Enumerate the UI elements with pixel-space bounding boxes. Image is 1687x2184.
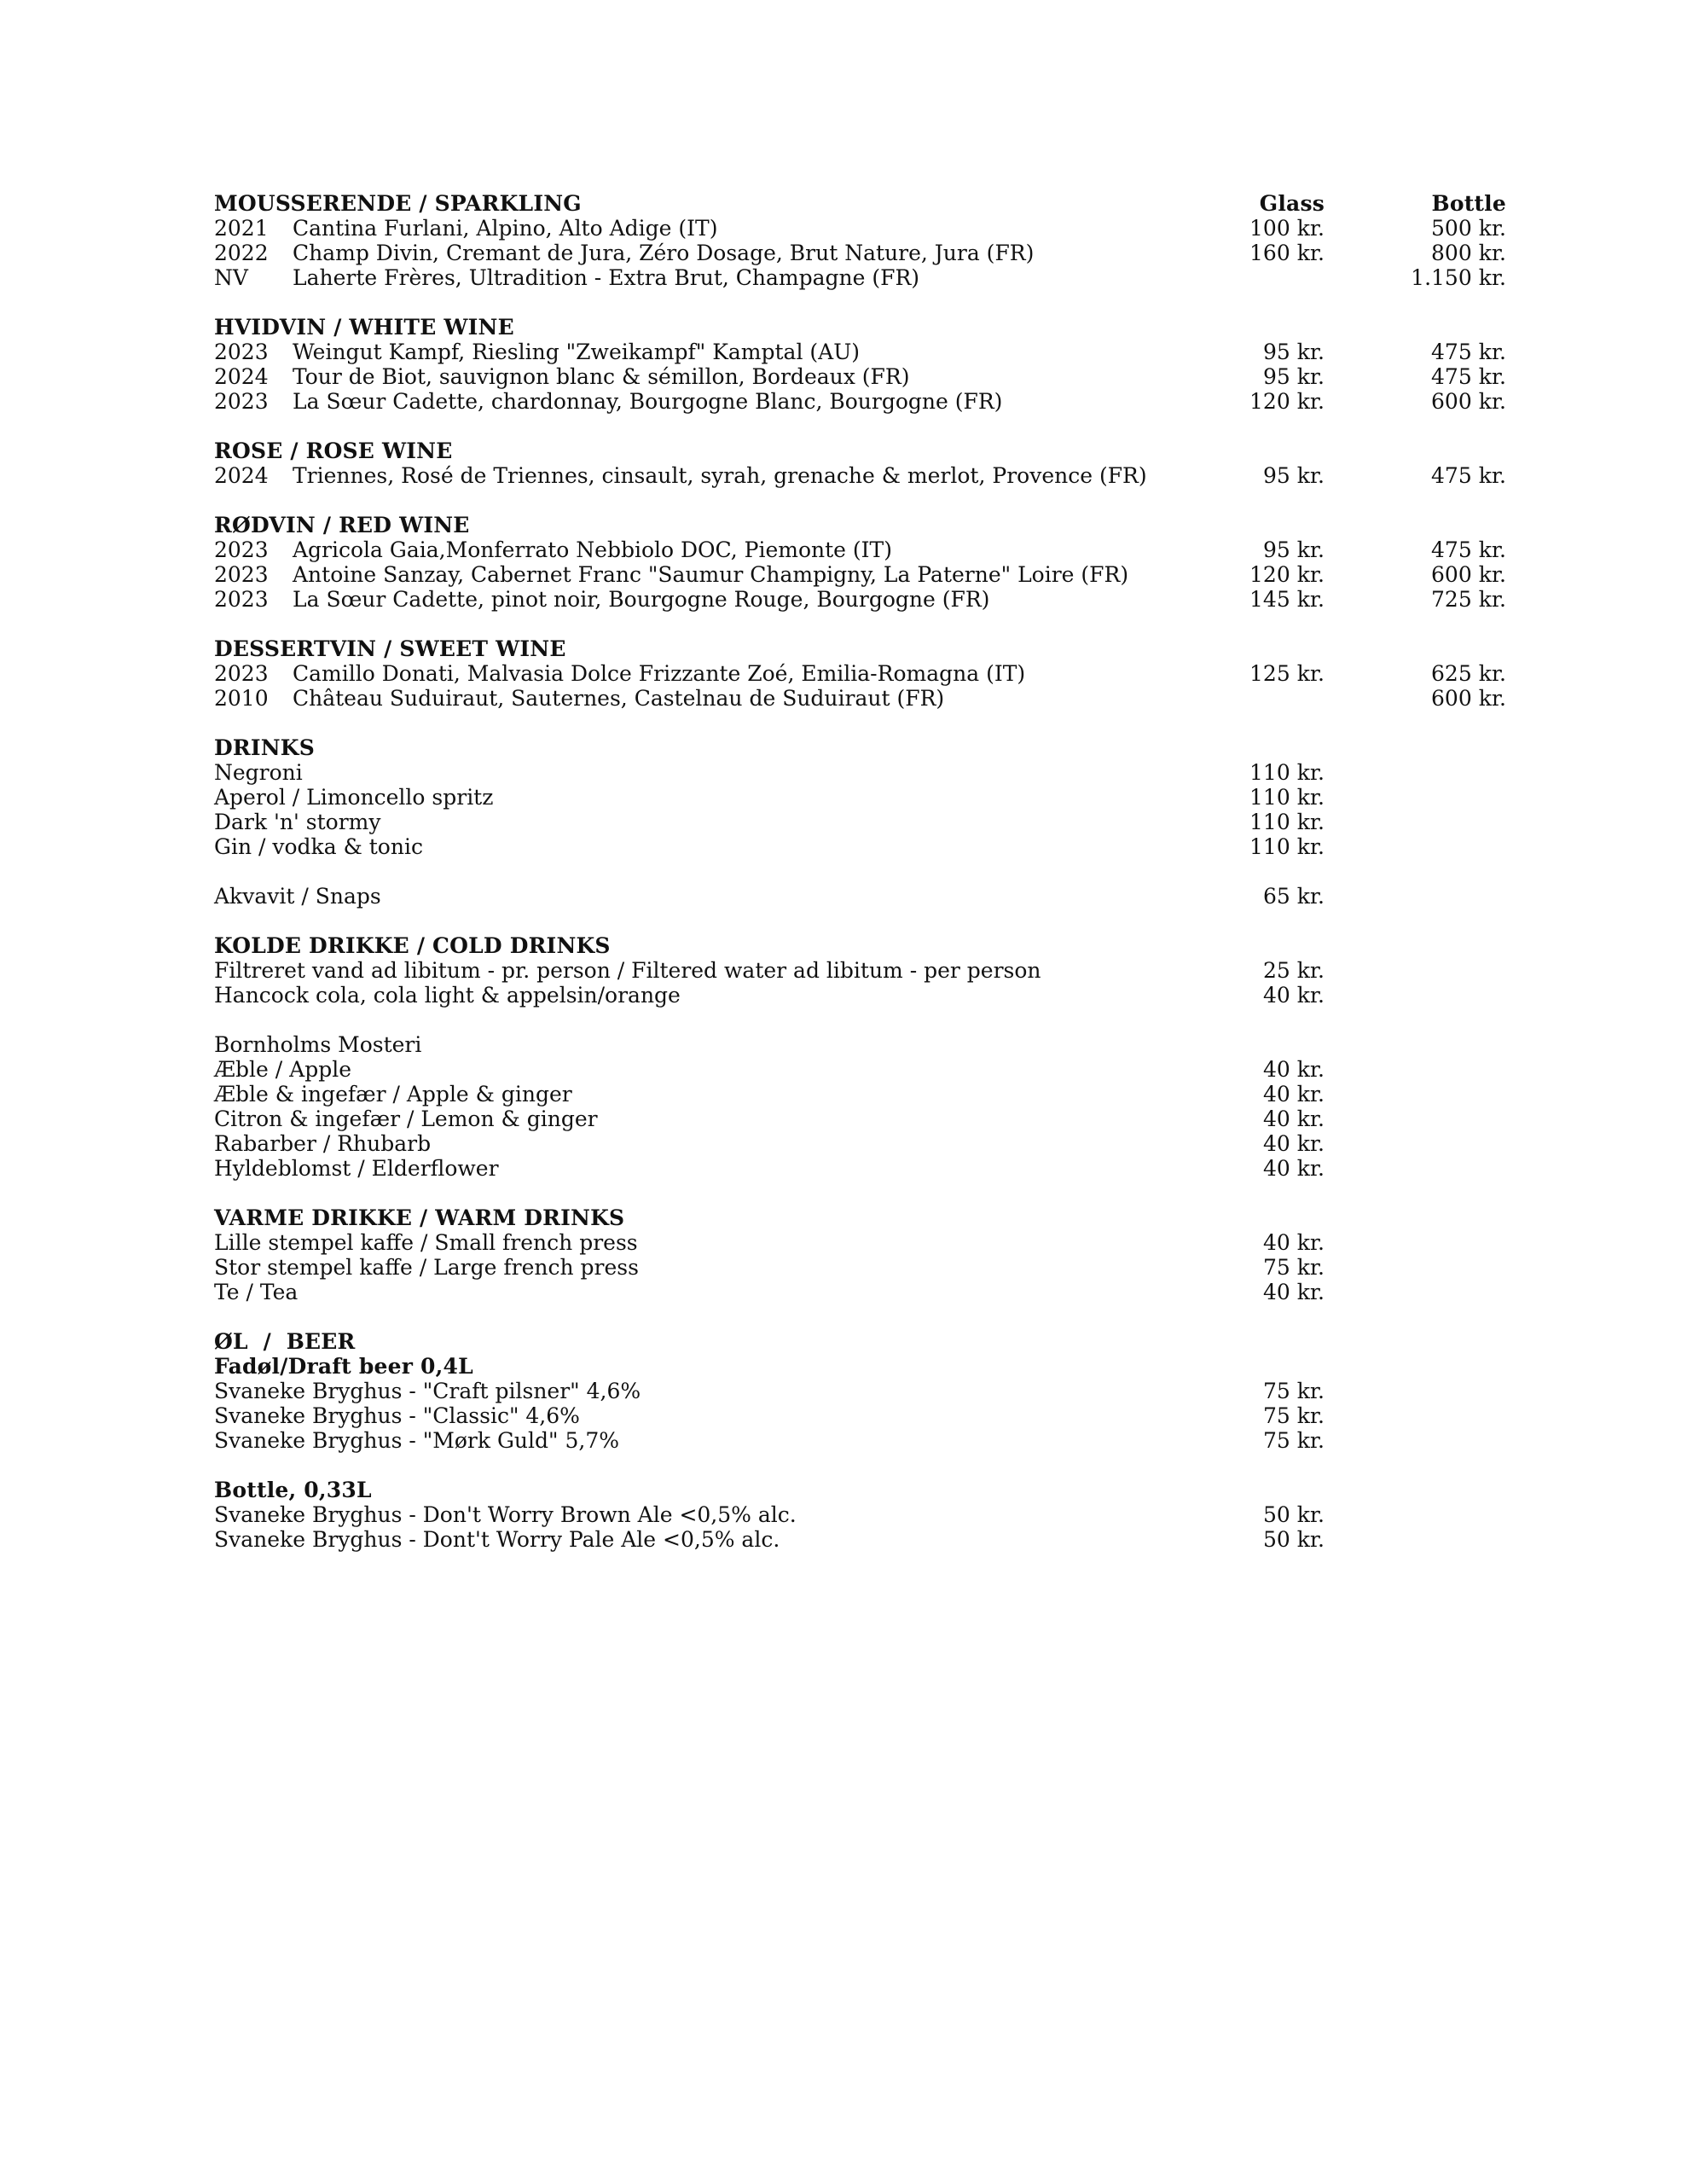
bottle-price: 475 kr.	[1431, 537, 1506, 562]
wine-row	[214, 537, 1511, 562]
wine-name: Triennes, Rosé de Triennes, cinsault, syrah, grenache & merlot, Provence (FR)	[293, 463, 1147, 488]
drink-price: 40 kr.	[1262, 1156, 1325, 1181]
vintage: 2023	[214, 340, 269, 364]
section-header-drinks	[214, 735, 1511, 760]
drink-row	[214, 834, 1511, 859]
wine-row	[214, 216, 1511, 241]
beer-price: 75 kr.	[1262, 1403, 1325, 1428]
drink-price: 75 kr.	[1262, 1255, 1325, 1280]
wine-row	[214, 587, 1511, 612]
beer-row	[214, 1527, 1511, 1552]
drink-row	[214, 810, 1511, 834]
drink-price: 25 kr.	[1262, 958, 1325, 983]
wine-name: Camillo Donati, Malvasia Dolce Frizzante Zoé, Emilia-Romagna (IT)	[293, 661, 1026, 686]
drink-price: 40 kr.	[1262, 1230, 1325, 1255]
drink-price: 110 kr.	[1249, 785, 1325, 810]
glass-price: 120 kr.	[1249, 562, 1325, 587]
section-header-warm-drinks	[214, 1205, 1511, 1230]
drink-row	[214, 1057, 1511, 1082]
wine-name: Château Suduiraut, Sauternes, Castelnau de Suduiraut (FR)	[293, 686, 945, 711]
section-title: ØL / BEER	[214, 1329, 356, 1354]
bottle-price: 600 kr.	[1431, 686, 1506, 711]
wine-row	[214, 241, 1511, 265]
section-title: ROSE / ROSE WINE	[214, 439, 453, 463]
beer-name: Svaneke Bryghus - "Classic" 4,6%	[214, 1403, 580, 1428]
drink-price: 40 kr.	[1262, 1057, 1325, 1082]
glass-price: 125 kr.	[1249, 661, 1325, 686]
glass-price: 95 kr.	[1262, 340, 1325, 364]
drink-row	[214, 958, 1511, 983]
drink-name: Negroni	[214, 760, 303, 785]
subsection-title: Bornholms Mosteri	[214, 1032, 422, 1057]
drink-price: 110 kr.	[1249, 810, 1325, 834]
wine-row	[214, 364, 1511, 389]
glass-price: 95 kr.	[1262, 537, 1325, 562]
section-title: DESSERTVIN / SWEET WINE	[214, 636, 566, 661]
glass-price: 95 kr.	[1262, 364, 1325, 389]
drink-row	[214, 1230, 1511, 1255]
wine-row	[214, 463, 1511, 488]
drink-row	[214, 760, 1511, 785]
vintage: 2024	[214, 463, 269, 488]
bottle-price: 1.150 kr.	[1411, 265, 1506, 290]
drink-name: Hancock cola, cola light & appelsin/orange	[214, 983, 681, 1008]
wine-name: La Sœur Cadette, chardonnay, Bourgogne Blanc, Bourgogne (FR)	[293, 389, 1003, 414]
wine-name: Antoine Sanzay, Cabernet Franc "Saumur Champigny, La Paterne" Loire (FR)	[293, 562, 1129, 587]
drink-row	[214, 1156, 1511, 1181]
vintage: 2022	[214, 241, 269, 265]
beer-row	[214, 1502, 1511, 1527]
section-header-cold-drinks	[214, 933, 1511, 958]
subsection-header-bottle	[214, 1478, 1511, 1502]
wine-row	[214, 686, 1511, 711]
vintage: 2010	[214, 686, 269, 711]
drink-name: Citron & ingefær / Lemon & ginger	[214, 1107, 598, 1131]
beer-price: 50 kr.	[1262, 1502, 1325, 1527]
bottle-price: 725 kr.	[1431, 587, 1506, 612]
wine-row	[214, 389, 1511, 414]
vintage: 2023	[214, 661, 269, 686]
drink-name: Filtreret vand ad libitum - pr. person / Filtered water ad libitum - per person	[214, 958, 1041, 983]
bottle-price: 500 kr.	[1431, 216, 1506, 241]
beer-price: 75 kr.	[1262, 1379, 1325, 1403]
drink-price: 40 kr.	[1262, 1107, 1325, 1131]
wine-row	[214, 562, 1511, 587]
drink-name: Æble / Apple	[214, 1057, 351, 1082]
drink-row	[214, 1107, 1511, 1131]
wine-row	[214, 265, 1511, 290]
wine-name: Tour de Biot, sauvignon blanc & sémillon, Bordeaux (FR)	[293, 364, 910, 389]
subsection-header-draft	[214, 1354, 1511, 1379]
bottle-price: 475 kr.	[1431, 364, 1506, 389]
section-header-white	[214, 315, 1511, 340]
drink-name: Hyldeblomst / Elderflower	[214, 1156, 499, 1181]
beer-name: Svaneke Bryghus - "Craft pilsner" 4,6%	[214, 1379, 641, 1403]
drink-name: Stor stempel kaffe / Large french press	[214, 1255, 639, 1280]
drink-name: Lille stempel kaffe / Small french press	[214, 1230, 638, 1255]
bottle-price: 600 kr.	[1431, 562, 1506, 587]
beer-name: Svaneke Bryghus - Don't Worry Brown Ale <0,5% alc.	[214, 1502, 797, 1527]
column-header-bottle: Bottle	[1431, 191, 1506, 216]
drink-row	[214, 884, 1511, 909]
wine-name: Cantina Furlani, Alpino, Alto Adige (IT)	[293, 216, 718, 241]
vintage: 2023	[214, 537, 269, 562]
drink-row	[214, 1082, 1511, 1107]
vintage: 2024	[214, 364, 269, 389]
wine-row	[214, 340, 1511, 364]
bottle-price: 800 kr.	[1431, 241, 1506, 265]
drink-price: 40 kr.	[1262, 1082, 1325, 1107]
bottle-price: 625 kr.	[1431, 661, 1506, 686]
drink-row	[214, 1280, 1511, 1304]
wine-name: La Sœur Cadette, pinot noir, Bourgogne Rouge, Bourgogne (FR)	[293, 587, 990, 612]
drink-name: Akvavit / Snaps	[214, 884, 381, 909]
section-title: DRINKS	[214, 735, 315, 760]
glass-price: 120 kr.	[1249, 389, 1325, 414]
vintage: 2021	[214, 216, 269, 241]
drink-name: Te / Tea	[214, 1280, 299, 1304]
wine-name: Laherte Frères, Ultradition - Extra Brut, Champagne (FR)	[293, 265, 920, 290]
wine-name: Champ Divin, Cremant de Jura, Zéro Dosage, Brut Nature, Jura (FR)	[293, 241, 1035, 265]
drink-price: 110 kr.	[1249, 834, 1325, 859]
subsection-label	[214, 1032, 1511, 1057]
wine-name: Agricola Gaia,Monferrato Nebbiolo DOC, Piemonte (IT)	[293, 537, 892, 562]
drink-row	[214, 1255, 1511, 1280]
drink-price: 65 kr.	[1262, 884, 1325, 909]
drink-name: Aperol / Limoncello spritz	[214, 785, 494, 810]
section-title: RØDVIN / RED WINE	[214, 513, 470, 537]
drinks-menu	[214, 191, 1511, 1552]
beer-price: 50 kr.	[1262, 1527, 1325, 1552]
bottle-price: 475 kr.	[1431, 340, 1506, 364]
vintage: 2023	[214, 562, 269, 587]
beer-row	[214, 1428, 1511, 1453]
subsection-title: Bottle, 0,33L	[214, 1478, 372, 1502]
section-header-red	[214, 513, 1511, 537]
bottle-price: 600 kr.	[1431, 389, 1506, 414]
drink-price: 40 kr.	[1262, 983, 1325, 1008]
drink-row	[214, 1131, 1511, 1156]
glass-price: 100 kr.	[1249, 216, 1325, 241]
section-header-rose	[214, 439, 1511, 463]
drink-name: Æble & ingefær / Apple & ginger	[214, 1082, 572, 1107]
beer-name: Svaneke Bryghus - "Mørk Guld" 5,7%	[214, 1428, 619, 1453]
vintage: 2023	[214, 587, 269, 612]
section-title: VARME DRIKKE / WARM DRINKS	[214, 1205, 625, 1230]
wine-name: Weingut Kampf, Riesling "Zweikampf" Kamptal (AU)	[293, 340, 861, 364]
glass-price: 95 kr.	[1262, 463, 1325, 488]
vintage: NV	[214, 265, 248, 290]
bottle-price: 475 kr.	[1431, 463, 1506, 488]
beer-row	[214, 1379, 1511, 1403]
beer-row	[214, 1403, 1511, 1428]
drink-name: Dark 'n' stormy	[214, 810, 381, 834]
section-title: HVIDVIN / WHITE WINE	[214, 315, 514, 340]
drink-name: Rabarber / Rhubarb	[214, 1131, 432, 1156]
drink-row	[214, 983, 1511, 1008]
glass-price: 145 kr.	[1249, 587, 1325, 612]
drink-price: 110 kr.	[1249, 760, 1325, 785]
section-header-dessert	[214, 636, 1511, 661]
glass-price: 160 kr.	[1249, 241, 1325, 265]
wine-row	[214, 661, 1511, 686]
drink-row	[214, 785, 1511, 810]
beer-name: Svaneke Bryghus - Dont't Worry Pale Ale <0,5% alc.	[214, 1527, 780, 1552]
beer-price: 75 kr.	[1262, 1428, 1325, 1453]
section-title: KOLDE DRIKKE / COLD DRINKS	[214, 933, 611, 958]
section-header-sparkling	[214, 191, 1511, 216]
column-header-glass: Glass	[1259, 191, 1325, 216]
vintage: 2023	[214, 389, 269, 414]
subsection-title: Fadøl/Draft beer 0,4L	[214, 1354, 473, 1379]
drink-name: Gin / vodka & tonic	[214, 834, 423, 859]
drink-price: 40 kr.	[1262, 1131, 1325, 1156]
section-header-beer	[214, 1329, 1511, 1354]
drink-price: 40 kr.	[1262, 1280, 1325, 1304]
section-title: MOUSSERENDE / SPARKLING	[214, 191, 582, 216]
